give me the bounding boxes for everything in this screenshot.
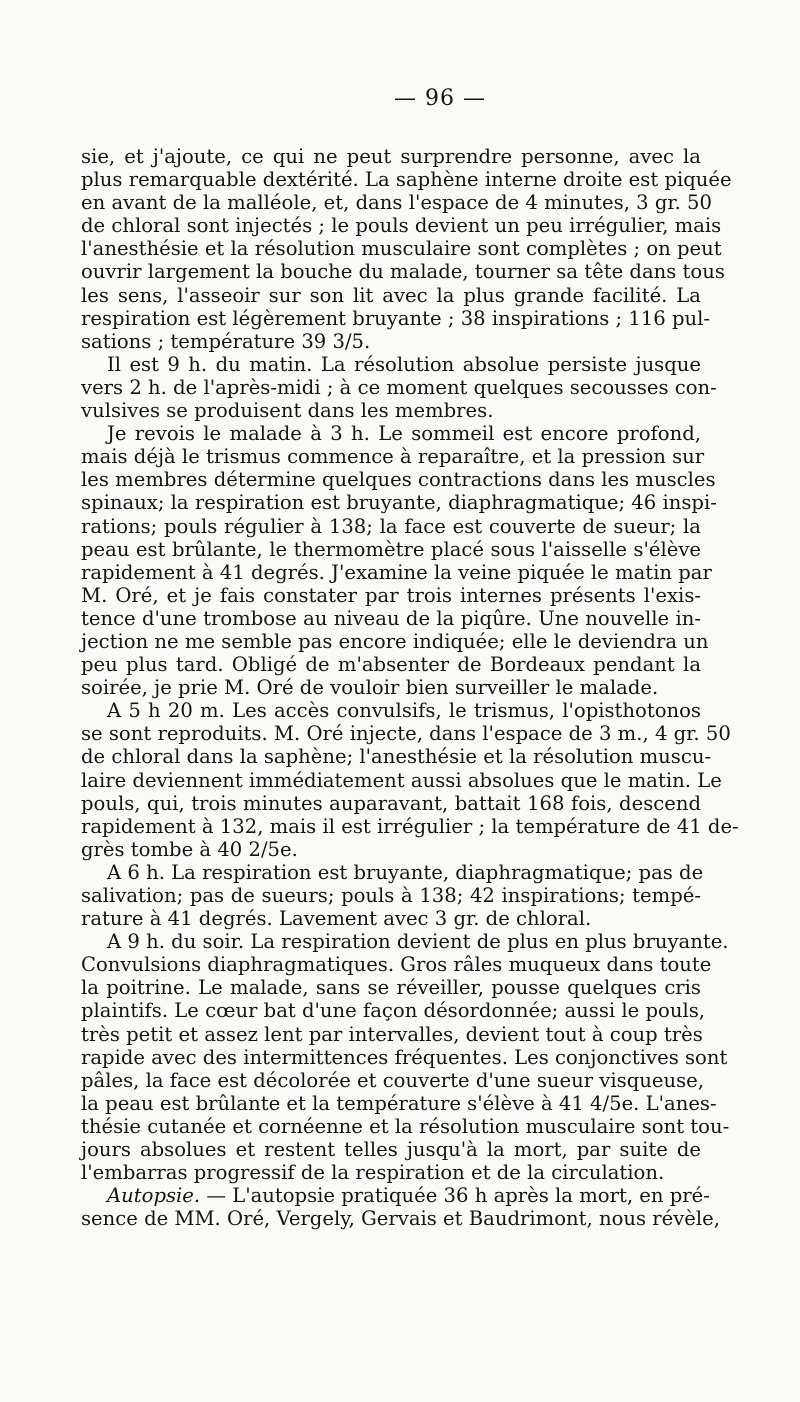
text-line: l'embarras progressif de la respiration et de la circulation. — [81, 1161, 665, 1185]
text-line: pâles, la face est décolorée et couverte d'une sueur visqueuse, — [81, 1068, 704, 1092]
autopsy-heading: Autopsie. — [107, 1184, 201, 1208]
text-line: salivation; pas de sueurs; pouls à 138; 42 inspirations; tempé- — [81, 884, 701, 907]
paragraph — [81, 145, 732, 353]
paragraph — [81, 1184, 720, 1231]
text-line: peu plus tard. Obligé de m'absenter de Bordeaux pendant la — [81, 653, 701, 677]
text-line — [81, 1184, 710, 1208]
text-run: — L'autopsie pratiquée 36 h après la mort, en pré- — [200, 1184, 710, 1208]
text-line: jection ne me semble pas encore indiquée; elle le deviendra un — [81, 629, 709, 653]
text-line: sations ; température 39 3/5. — [81, 329, 371, 353]
text-line: respiration est légèrement bruyante ; 38 inspirations ; 116 pul- — [81, 306, 710, 330]
text-line: rapidement à 132, mais il est irrégulier ; la température de 41 de- — [81, 814, 739, 838]
paragraph — [81, 860, 704, 931]
text-line: peau est brûlante, le thermomètre placé sous l'aisselle s'élève — [81, 537, 701, 561]
text-line: les membres détermine quelques contractions dans les muscles — [81, 468, 716, 492]
text-line: M. Oré, et je fais constater par trois internes présents l'exis- — [81, 583, 701, 607]
text-line: plus remarquable dextérité. La saphène interne droite est piquée — [81, 168, 732, 192]
text-line: vulsives se produisent dans les membres. — [81, 399, 494, 423]
text-line: très petit et assez lent par intervalles, devient tout à coup très — [81, 1022, 703, 1046]
text-line: sie, et j'ajoute, ce qui ne peut surprendre personne, avec la — [81, 145, 701, 168]
paragraph — [81, 699, 739, 861]
text-line: A 5 h 20 m. Les accès convulsifs, le trismus, l'opisthotonos — [107, 699, 701, 723]
paragraph — [81, 930, 730, 1185]
text-line: thésie cutanée et cornéenne et la résolution musculaire sont tou- — [81, 1114, 730, 1138]
page-number: — 96 — — [394, 86, 486, 111]
text-line: Convulsions diaphragmatiques. Gros râles muqueux dans toute — [81, 953, 712, 977]
text-line: grès tombe à 40 2/5e. — [81, 837, 298, 861]
paragraph — [81, 352, 717, 423]
text-line: se sont reproduits. M. Oré injecte, dans l'espace de 3 m., 4 gr. 50 — [81, 722, 731, 746]
text-line: plaintifs. Le cœur bat d'une façon désordonnée; aussi le pouls, — [81, 999, 706, 1023]
text-line: rapidement à 41 degrés. J'examine la veine piquée le matin par — [81, 560, 712, 584]
text-line: de chloral sont injectés ; le pouls devient un peu irrégulier, mais — [81, 214, 722, 238]
text-line: A 9 h. du soir. La respiration devient de plus en plus bruyante. — [107, 930, 729, 954]
text-line: les sens, l'asseoir sur son lit avec la plus grande facilité. La — [81, 283, 701, 307]
text-line: rations; pouls régulier à 138; la face est couverte de sueur; la — [81, 514, 701, 538]
text-line: A 6 h. La respiration est bruyante, diaphragmatique; pas de — [107, 860, 704, 884]
text-line: mais déjà le trismus commence à reparaître, et la pression sur — [81, 445, 705, 469]
text-line: jours absolues et restent telles jusqu'à la mort, par suite de — [81, 1138, 701, 1162]
text-line: laire deviennent immédiatement aussi absolues que le matin. Le — [81, 768, 722, 792]
text-line: soirée, je prie M. Oré de vouloir bien surveiller le malade. — [81, 676, 659, 700]
text-line: rapide avec des intermittences fréquentes. Les conjonctives sont — [81, 1045, 728, 1069]
text-line: de chloral dans la saphène; l'anesthésie et la résolution muscu- — [81, 745, 712, 769]
text-line: ouvrir largement la bouche du malade, tourner sa tête dans tous — [81, 260, 725, 284]
body-text — [81, 145, 739, 1231]
paragraph — [81, 422, 717, 700]
text-line: spinaux; la respiration est bruyante, diaphragmatique; 46 inspi- — [81, 491, 717, 515]
text-line: la peau est brûlante et la température s'élève à 41 4/5e. L'anes- — [81, 1091, 717, 1115]
text-line: rature à 41 degrés. Lavement avec 3 gr. de chloral. — [81, 907, 592, 931]
text-line: l'anesthésie et la résolution musculaire sont complètes ; on peut — [81, 237, 722, 261]
text-line: vers 2 h. de l'après-midi ; à ce moment quelques secousses con- — [81, 375, 717, 399]
text-line: en avant de la malléole, et, dans l'espace de 4 minutes, 3 gr. 50 — [81, 191, 712, 215]
text-line: tence d'une trombose au niveau de la piqûre. Une nouvelle in- — [81, 606, 701, 630]
text-line: sence de MM. Oré, Vergely, Gervais et Baudrimont, nous révèle, — [81, 1207, 720, 1231]
text-line: la poitrine. Le malade, sans se réveiller, pousse quelques cris — [81, 976, 701, 1000]
text-line: Je revois le malade à 3 h. Le sommeil est encore profond, — [107, 422, 701, 446]
text-line: pouls, qui, trois minutes auparavant, battait 168 fois, descend — [81, 791, 701, 815]
text-line: Il est 9 h. du matin. La résolution absolue persiste jusque — [107, 352, 701, 376]
